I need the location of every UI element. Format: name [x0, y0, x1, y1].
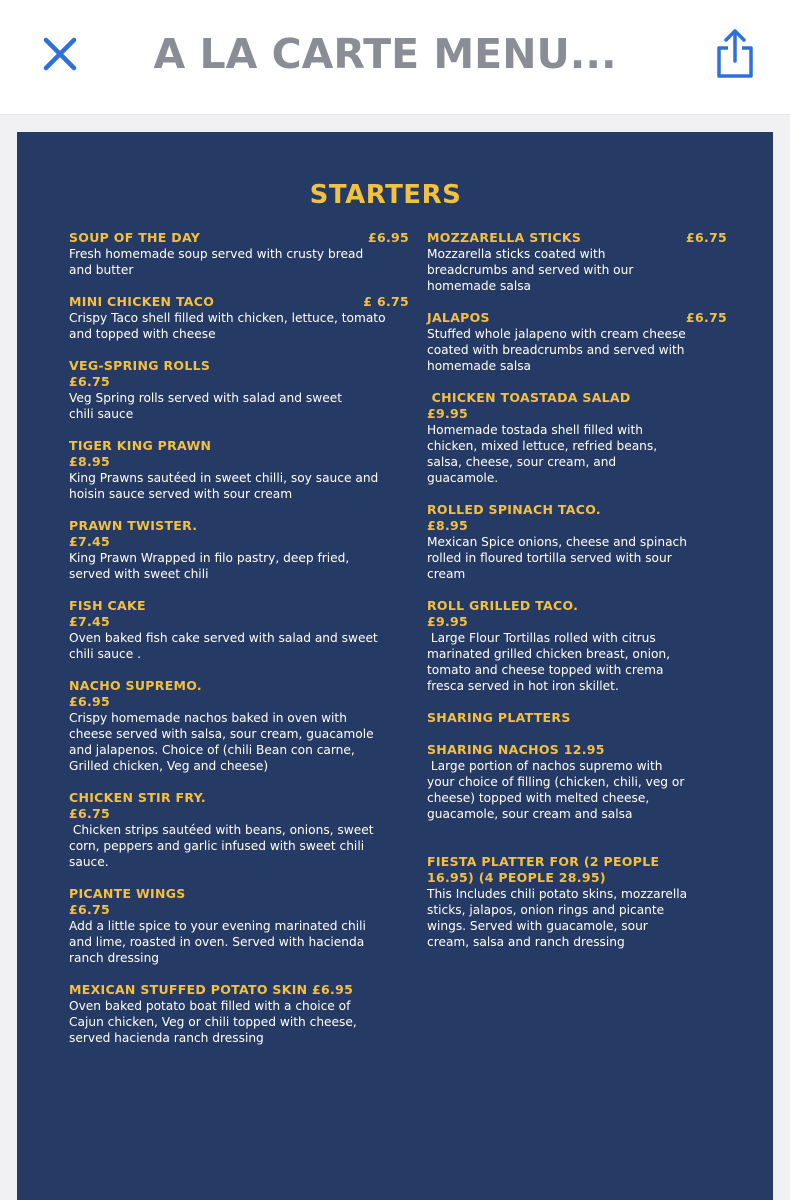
- menu-item: [427, 598, 727, 694]
- menu-item: [427, 710, 727, 726]
- menu-item: [69, 230, 409, 278]
- menu-item-name: [69, 230, 409, 246]
- menu-item-description: Oven baked fish cake served with salad and sweet chili sauce .: [69, 631, 378, 661]
- menu-item-name: [69, 294, 409, 310]
- menu-item-price: £8.95: [69, 454, 111, 469]
- menu-item-inline-price: £6.95: [367, 230, 409, 245]
- menu-item-name-text: MEXICAN STUFFED POTATO SKIN £6.95: [69, 982, 354, 997]
- menu-item: [69, 678, 409, 774]
- menu-item: [69, 886, 409, 966]
- menu-item-name: [427, 742, 727, 758]
- menu-item-name: [427, 230, 727, 246]
- menu-item-name: [69, 982, 409, 998]
- menu-item-name-text: FISH CAKE: [69, 598, 146, 613]
- menu-item-name: [427, 390, 727, 406]
- page-title: A LA CARTE MENU...: [153, 30, 617, 78]
- menu-item-description: Crispy Taco shell filled with chicken, lettuce, tomato and topped with cheese: [69, 311, 386, 341]
- menu-item-name: [69, 678, 409, 694]
- menu-item: [69, 358, 409, 422]
- menu-item-price: £8.95: [427, 518, 469, 533]
- menu-item-description: This Includes chili potato skins, mozzarella sticks, jalapos, onion rings and picante wings. Served with guacamole, sour cream, salsa and ranch dressing: [427, 887, 688, 949]
- menu-item-inline-price: £6.75: [685, 230, 727, 245]
- menu-item: [427, 854, 727, 950]
- menu-item-description: Large Flour Tortillas rolled with citrus marinated grilled chicken breast, onion, tomato and cheese topped with crema fresca served in hot iron skillet.: [427, 631, 671, 693]
- menu-item-description: Chicken strips sautéed with beans, onions, sweet corn, peppers and garlic infused with sweet chili sauce.: [69, 823, 374, 869]
- menu-item-name-text: SHARING PLATTERS: [427, 710, 571, 725]
- menu-item-inline-price: £6.75: [685, 310, 727, 325]
- close-button[interactable]: [36, 30, 84, 78]
- menu-item-description: Mexican Spice onions, cheese and spinach rolled in floured tortilla served with sour cream: [427, 535, 687, 581]
- menu-item-name-text: ROLL GRILLED TACO.: [427, 598, 579, 613]
- menu-column-left: [69, 230, 409, 1062]
- menu-document: [17, 132, 773, 1200]
- section-heading: STARTERS: [309, 180, 462, 210]
- close-icon: [40, 34, 80, 74]
- menu-item: [427, 230, 727, 294]
- menu-item-price: £6.95: [69, 694, 111, 709]
- menu-item-name-text: SHARING NACHOS 12.95: [427, 742, 605, 757]
- menu-item-description: King Prawns sautéed in sweet chilli, soy sauce and hoisin sauce served with sour cream: [69, 471, 379, 501]
- menu-item: [69, 518, 409, 582]
- menu-item-name-text: FIESTA PLATTER FOR (2 PEOPLE 16.95) (4 PEOPLE 28.95): [427, 854, 660, 885]
- menu-item: [69, 982, 409, 1046]
- menu-item-name: [69, 790, 409, 806]
- menu-item-inline-price: £ 6.75: [363, 294, 409, 309]
- share-button[interactable]: [708, 26, 762, 82]
- menu-item-price: £7.45: [69, 534, 111, 549]
- menu-item-name-text: PRAWN TWISTER.: [69, 518, 198, 533]
- menu-item-name: [427, 502, 727, 518]
- menu-item-price: £9.95: [427, 614, 469, 629]
- menu-item-name-text: JALAPOS: [427, 310, 490, 325]
- menu-item-description: Oven baked potato boat filled with a choice of Cajun chicken, Veg or chili topped with cheese, served hacienda ranch dressing: [69, 999, 357, 1045]
- menu-item-price: £9.95: [427, 406, 469, 421]
- menu-column-right: [427, 230, 727, 966]
- menu-item-name: [69, 438, 409, 454]
- share-icon: [713, 28, 757, 80]
- menu-item-name-text: NACHO SUPREMO.: [69, 678, 202, 693]
- menu-item-name-text: ROLLED SPINACH TACO.: [427, 502, 601, 517]
- menu-item-description: Stuffed whole jalapeno with cream cheese coated with breadcrumbs and served with homemade salsa: [427, 327, 686, 373]
- menu-item-name-text: PICANTE WINGS: [69, 886, 186, 901]
- menu-item-name: [69, 358, 409, 374]
- menu-item: [69, 438, 409, 502]
- menu-item-description: Veg Spring rolls served with salad and sweet chili sauce: [69, 391, 342, 421]
- menu-item-name-text: TIGER KING PRAWN: [69, 438, 212, 453]
- menu-item-name: [427, 854, 727, 886]
- menu-item-price: £6.75: [69, 902, 111, 917]
- menu-item-description: Large portion of nachos supremo with your choice of filling (chicken, chili, veg or cheese) topped with melted cheese, guacamole, sour cream and salsa: [427, 759, 685, 821]
- menu-item: [427, 390, 727, 486]
- menu-item-description: King Prawn Wrapped in filo pastry, deep fried, served with sweet chili: [69, 551, 350, 581]
- menu-item-description: Homemade tostada shell filled with chicken, mixed lettuce, refried beans, salsa, cheese, sour cream, and guacamole.: [427, 423, 658, 485]
- menu-item-name-text: MOZZARELLA STICKS: [427, 230, 582, 245]
- menu-item-name: [427, 710, 727, 726]
- menu-item-name: [427, 598, 727, 614]
- menu-item-name: [427, 310, 727, 326]
- menu-item-name: [69, 886, 409, 902]
- menu-item-name-text: VEG-SPRING ROLLS: [69, 358, 211, 373]
- menu-item-name: [69, 518, 409, 534]
- menu-item: [427, 742, 727, 822]
- top-bar: [0, 0, 790, 115]
- menu-item-description: Mozzarella sticks coated with breadcrumbs and served with our homemade salsa: [427, 247, 634, 293]
- menu-item-description: Crispy homemade nachos baked in oven with cheese served with salsa, sour cream, guacamole and jalapenos. Choice of (chili Bean con carne, Grilled chicken, Veg and cheese): [69, 711, 374, 773]
- menu-item: [69, 790, 409, 870]
- menu-item-name: [69, 598, 409, 614]
- menu-item-name-text: CHICKEN STIR FRY.: [69, 790, 206, 805]
- menu-item: [69, 598, 409, 662]
- menu-item: [69, 294, 409, 342]
- menu-item-price: £6.75: [69, 374, 111, 389]
- menu-item-price: £6.75: [69, 806, 111, 821]
- menu-item-name-text: SOUP OF THE DAY: [69, 230, 201, 245]
- menu-item-name-text: CHICKEN TOASTADA SALAD: [427, 390, 631, 405]
- menu-item-price: £7.45: [69, 614, 111, 629]
- menu-item: [427, 310, 727, 374]
- menu-item: [427, 502, 727, 582]
- menu-item-description: Fresh homemade soup served with crusty bread and butter: [69, 247, 364, 277]
- menu-item-name-text: MINI CHICKEN TACO: [69, 294, 215, 309]
- menu-item-description: Add a little spice to your evening marinated chili and lime, roasted in oven. Served with hacienda ranch dressing: [69, 919, 366, 965]
